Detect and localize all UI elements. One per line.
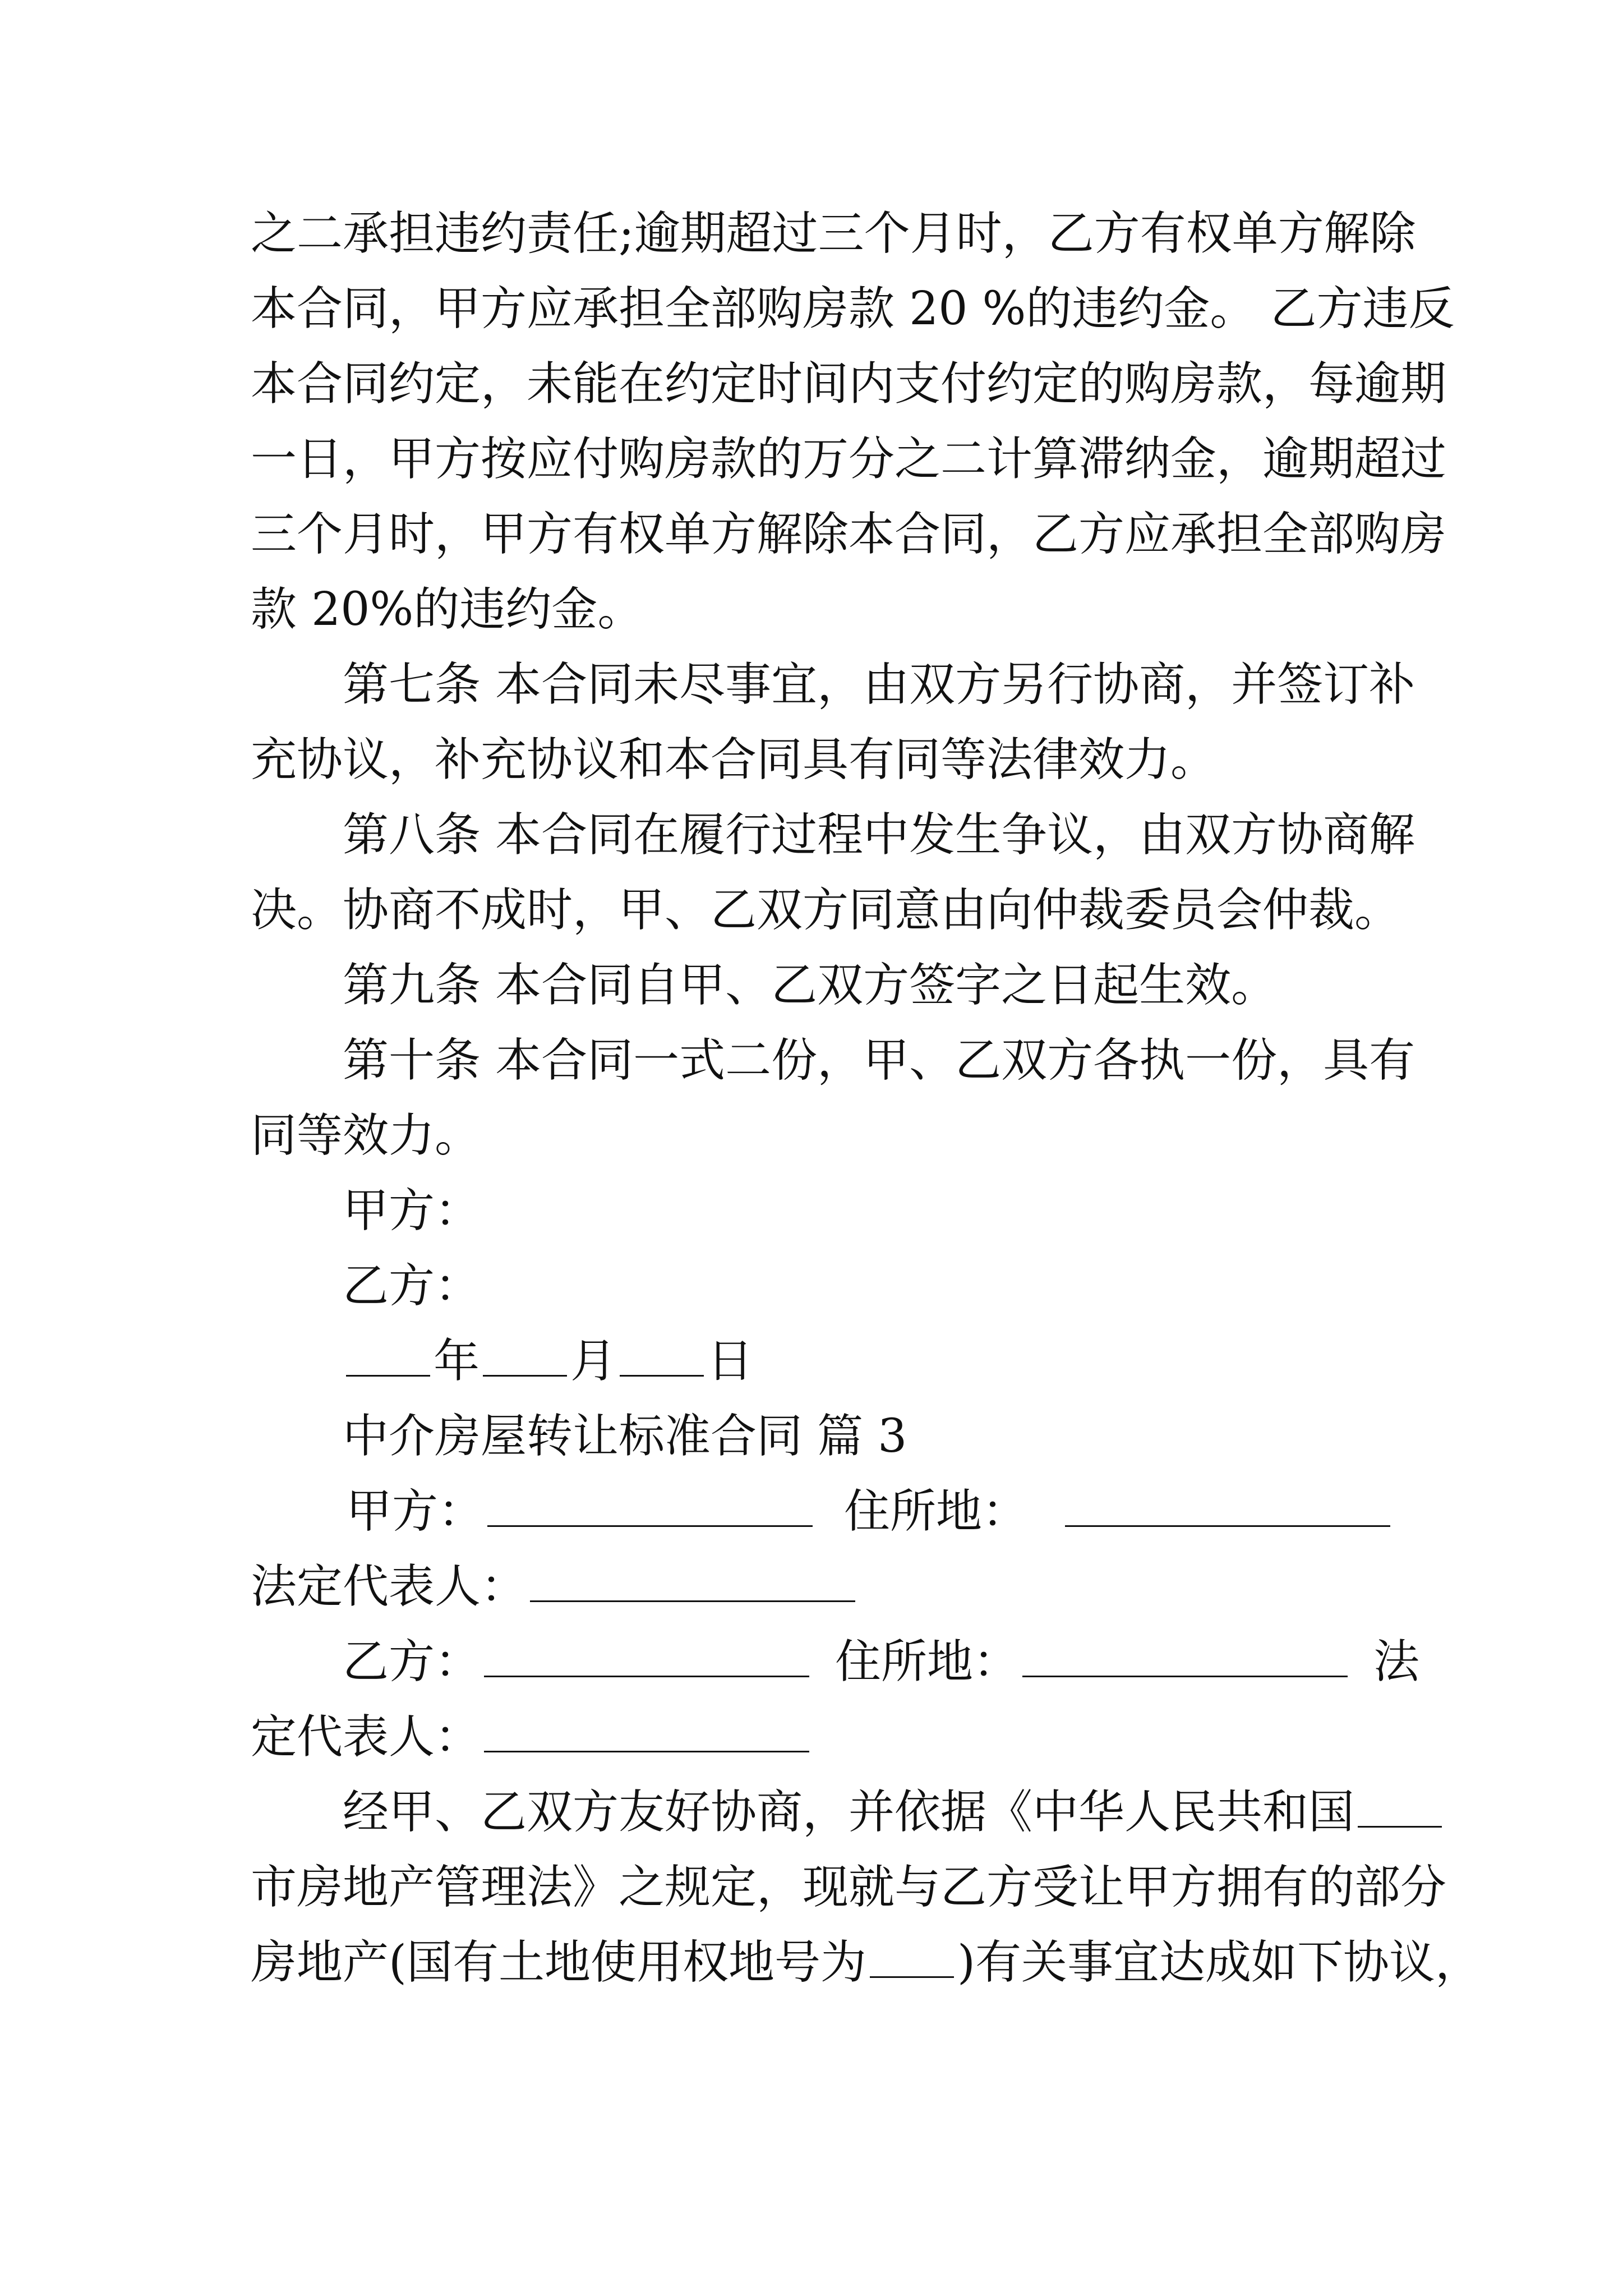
legal-rep-b-start: 法 bbox=[1373, 1635, 1420, 1688]
party-b-blank bbox=[484, 1634, 809, 1677]
form-party-a-line bbox=[251, 1474, 1378, 1549]
article-10-cont: 同等效力。 bbox=[251, 1109, 481, 1162]
form-legal-rep-b-line bbox=[251, 1700, 1378, 1775]
day-label: 日 bbox=[707, 1335, 754, 1388]
year-label: 年 bbox=[434, 1335, 480, 1388]
article-10: 第十条 本合同一式二份，甲、乙双方各执一份，具有 bbox=[343, 1034, 1415, 1087]
paragraph-line: 三个月时，甲方有权单方解除本合同，乙方应承担全部购房 bbox=[251, 508, 1447, 561]
form-legal-rep-a-line bbox=[251, 1549, 1378, 1625]
article-7-cont: 充协议，补充协议和本合同具有同等法律效力。 bbox=[251, 733, 1217, 786]
month-label: 月 bbox=[570, 1335, 617, 1388]
month-blank bbox=[483, 1333, 567, 1377]
party-a-blank bbox=[487, 1483, 813, 1527]
party-b-signature: 乙方： bbox=[343, 1259, 481, 1313]
preamble-text-3: 房地产(国有土地使用权地号为 bbox=[251, 1936, 866, 1989]
preamble-line-2: 市房地产管理法》之规定，现就与乙方受让甲方拥有的部分 bbox=[251, 1861, 1447, 1914]
legal-rep-label: 法定代表人： bbox=[251, 1560, 527, 1613]
preamble-line-3 bbox=[251, 1925, 1481, 2000]
preamble-line-1 bbox=[251, 1775, 1378, 1850]
party-b-label: 乙方： bbox=[343, 1635, 481, 1688]
paragraph-line: 本合同约定，未能在约定时间内支付约定的购房款，每逾期 bbox=[251, 357, 1447, 411]
address-b-blank bbox=[1022, 1634, 1348, 1677]
year-blank bbox=[346, 1333, 430, 1377]
section-title: 中介房屋转让标准合同 篇 3 bbox=[343, 1410, 907, 1463]
article-8: 第八条 本合同在履行过程中发生争议，由双方协商解 bbox=[343, 808, 1415, 862]
city-blank bbox=[1358, 1784, 1442, 1828]
article-9: 第九条 本合同自甲、乙双方签字之日起生效。 bbox=[343, 959, 1278, 1012]
document-body bbox=[251, 196, 1481, 2000]
legal-rep-blank bbox=[530, 1558, 855, 1602]
day-blank bbox=[620, 1333, 704, 1377]
land-number-blank bbox=[870, 1934, 954, 1978]
party-a-signature: 甲方： bbox=[343, 1184, 481, 1237]
paragraph-line: 款 20%的违约金。 bbox=[251, 583, 644, 636]
paragraph-line: 本合同，甲方应承担全部购房款 20 %的违约金。 乙方违反 bbox=[251, 282, 1455, 335]
paragraph-line: 之二承担违约责任;逾期超过三个月时，乙方有权单方解除 bbox=[251, 207, 1416, 260]
legal-rep-b-label: 定代表人： bbox=[251, 1710, 481, 1764]
article-7: 第七条 本合同未尽事宜，由双方另行协商，并签订补 bbox=[343, 658, 1415, 711]
preamble-text-4: )有关事宜达成如下协议， bbox=[957, 1936, 1481, 1989]
paragraph-line: 一日，甲方按应付购房款的万分之二计算滞纳金，逾期超过 bbox=[251, 432, 1447, 486]
date-line bbox=[251, 1324, 1378, 1399]
address-blank bbox=[1065, 1483, 1390, 1527]
form-party-b-line bbox=[251, 1625, 1420, 1700]
address-b-label: 住所地： bbox=[835, 1635, 1020, 1688]
address-label: 住所地： bbox=[844, 1485, 1029, 1538]
preamble-text-1: 经甲、乙双方友好协商，并依据《中华人民共和国 bbox=[343, 1786, 1355, 1839]
article-8-cont: 决。协商不成时，甲、乙双方同意由向仲裁委员会仲裁。 bbox=[251, 884, 1401, 937]
party-a-label: 甲方： bbox=[346, 1485, 485, 1538]
legal-rep-b-blank bbox=[484, 1709, 809, 1752]
